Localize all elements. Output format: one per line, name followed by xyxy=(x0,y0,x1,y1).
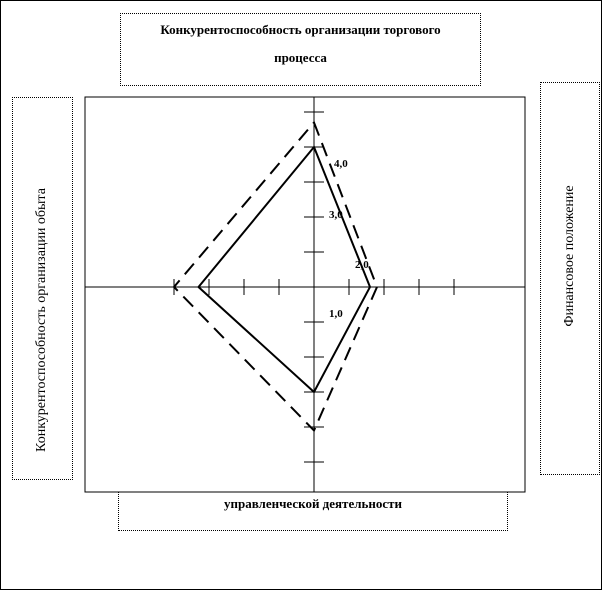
top-label-line2: процесса xyxy=(274,50,327,65)
right-label-text: Финансовое положение xyxy=(562,185,577,327)
plot-area xyxy=(85,97,525,492)
top-label-line1: Конкурентоспособность организации торгового xyxy=(160,22,441,37)
tick-label-4: 4,0 xyxy=(334,158,348,170)
tick-label-3: 3,0 xyxy=(329,209,343,221)
bottom-label-text: управленческой деятельности xyxy=(223,496,403,511)
tick-label-2: 2,0 xyxy=(355,259,369,271)
tick-label-1: 1,0 xyxy=(329,308,343,320)
left-label-text: Конкурентоспособность организации обыта xyxy=(34,188,49,452)
